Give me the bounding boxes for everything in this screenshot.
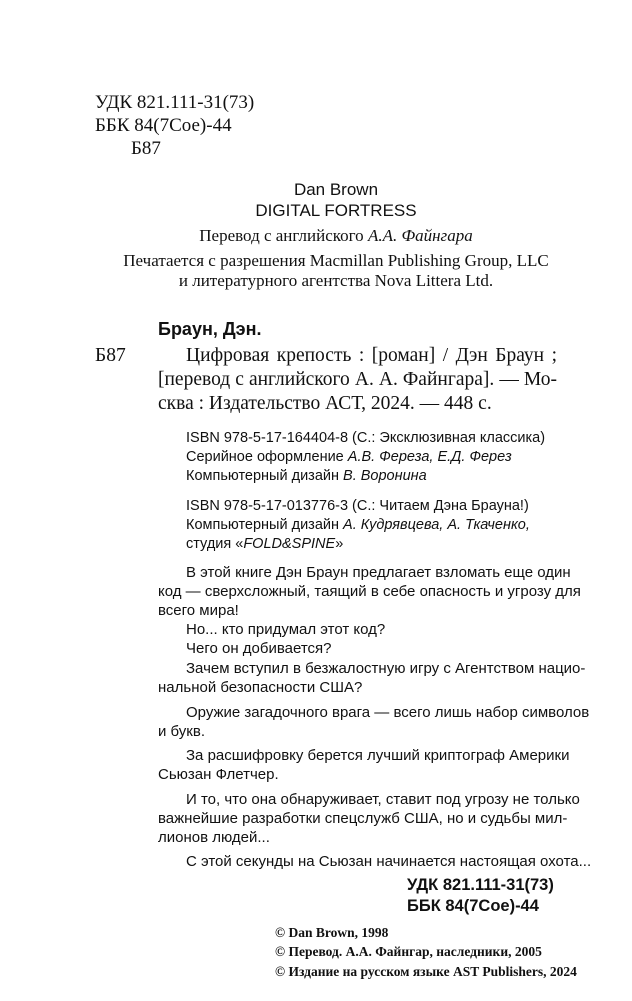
- annotation-line: Но... кто придумал этот код?: [186, 621, 386, 638]
- isbn-2: ISBN 978-5-17-013776-3 (С.: Читаем Дэна Брауна!): [186, 498, 529, 514]
- annotation-line: код — сверхсложный, таящий в себе опасность и угрозу для: [158, 583, 581, 600]
- copyright-line: © Издание на русском языке AST Publishers, 2024: [275, 964, 577, 979]
- bib-heading: Браун, Дэн.: [158, 319, 262, 339]
- author-mark-top: Б87: [131, 138, 161, 159]
- bib-line-2: [перевод с английского А. А. Файнгара]. — Мо-: [158, 369, 557, 390]
- studio-name: FOLD&SPINE: [243, 536, 336, 552]
- series-design-label: Серийное оформление: [186, 449, 344, 465]
- annotation-line: Зачем вступил в безжалостную игру с Агентством нацио-: [186, 660, 586, 677]
- bib-author-mark: Б87: [95, 345, 126, 366]
- udk-bottom: УДК 821.111-31(73): [407, 876, 554, 894]
- bbk-top: ББК 84(7Сое)-44: [95, 115, 232, 136]
- title-english: DIGITAL FORTRESS: [255, 201, 417, 220]
- translation-line: [120, 226, 552, 246]
- annotation-line: нальной безопасности США?: [158, 679, 363, 696]
- bbk-bottom: ББК 84(7Сое)-44: [407, 897, 539, 915]
- translator-name: А.А. Файнгара: [367, 226, 473, 245]
- computer-design-label-2: Компьютерный дизайн: [186, 517, 339, 533]
- annotation-line: и букв.: [158, 723, 206, 740]
- studio-line: [186, 535, 343, 553]
- computer-design-label-1: Компьютерный дизайн: [186, 468, 339, 484]
- translation-prefix: Перевод с английского: [199, 226, 364, 245]
- annotation-line: С этой секунды на Сьюзан начинается настоящая охота...: [186, 853, 592, 870]
- series-design-authors: А.В. Фереза, Е.Д. Ферез: [347, 449, 512, 465]
- annotation-line: Сьюзан Флетчер.: [158, 766, 279, 783]
- annotation-line: всего мира!: [158, 602, 239, 619]
- annotation-line: Оружие загадочного врага — всего лишь набор символов: [186, 704, 590, 721]
- annotation-line: лионов людей...: [158, 829, 270, 846]
- bib-line-3: сква : Издательство АСТ, 2024. — 448 с.: [158, 393, 492, 414]
- annotation-line: Чего он добивается?: [186, 640, 332, 657]
- computer-design-author-1: В. Воронина: [343, 468, 427, 484]
- bib-line-1: Цифровая крепость : [роман] / Дэн Браун ;: [186, 345, 557, 366]
- annotation-line: И то, что она обнаруживает, ставит под угрозу не только: [186, 791, 580, 808]
- annotation-line: В этой книге Дэн Браун предлагает взломать еще один: [186, 564, 571, 581]
- author-english: Dan Brown: [293, 180, 379, 199]
- series-design-line: [186, 448, 512, 466]
- computer-design-line-1: [186, 467, 427, 485]
- permission-line-1: Печатается с разрешения Macmillan Publishing Group, LLC: [123, 251, 549, 270]
- studio-label: студия «: [186, 536, 244, 552]
- computer-design-line-2: [186, 516, 530, 534]
- computer-design-authors-2: А. Кудрявцева, А. Ткаченко,: [343, 517, 530, 533]
- copyright-line: © Перевод. А.А. Файнгар, наследники, 2005: [275, 944, 542, 959]
- annotation-line: важнейшие разработки спецслужб США, но и судьбы мил-: [158, 810, 568, 827]
- copyright-line: © Dan Brown, 1998: [275, 925, 389, 940]
- annotation-line: За расшифровку берется лучший криптограф Америки: [186, 747, 570, 764]
- permission-line-2: и литературного агентства Nova Littera Ltd.: [178, 271, 494, 290]
- udk-top: УДК 821.111-31(73): [95, 92, 255, 113]
- isbn-1: ISBN 978-5-17-164404-8 (С.: Эксклюзивная классика): [186, 430, 546, 446]
- studio-close-quote: »: [335, 536, 344, 552]
